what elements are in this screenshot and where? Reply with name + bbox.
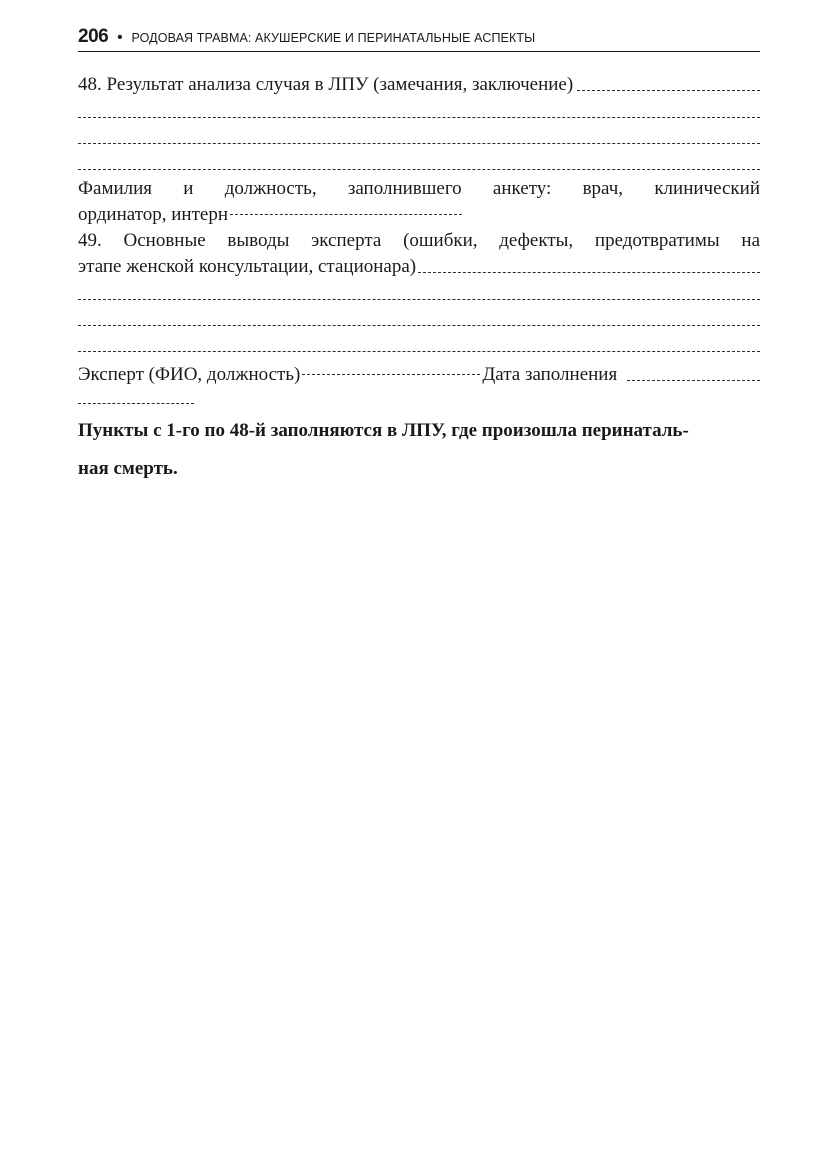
header-title: РОДОВАЯ ТРАВМА: АКУШЕРСКИЕ И ПЕРИНАТАЛЬНЫЕ АСПЕКТЫ	[131, 31, 536, 45]
filler-line-1	[78, 176, 760, 202]
date-label: Дата заполнения	[482, 364, 618, 385]
answer-blank-line[interactable]	[78, 150, 760, 176]
item-48-answer-blank[interactable]	[577, 90, 760, 91]
answer-blank-line[interactable]	[78, 306, 760, 332]
filler-answer-blank[interactable]	[230, 214, 462, 215]
item-49-line-2	[78, 254, 760, 280]
item-48-line	[78, 72, 760, 98]
page-number: 206	[78, 26, 109, 47]
filler-label-1: Фамилия и должность, заполнившего анкету: врач, клинический	[78, 178, 760, 199]
expert-line	[78, 362, 760, 388]
filler-line-2	[78, 202, 760, 228]
filler-label-2: ординатор, интерн	[78, 204, 228, 225]
item-49-label-1: 49. Основные выводы эксперта (ошибки, дефекты, предотвратимы на	[78, 230, 760, 251]
item-49-label-2: этапе женской консультации, стационара)	[78, 256, 417, 277]
header-bullet: •	[117, 29, 123, 46]
date-answer-blank[interactable]	[627, 380, 760, 381]
document-page	[78, 26, 760, 488]
item-49-answer-blank[interactable]	[418, 272, 760, 273]
note-line-2: ная смерть.	[78, 458, 178, 479]
item-49-line-1	[78, 228, 760, 254]
running-header	[78, 26, 760, 50]
note-line-1: Пункты с 1-го по 48-й заполняются в ЛПУ, где произошла перинаталь-	[78, 420, 689, 441]
item-48-label: 48. Результат анализа случая в ЛПУ (замечания, заключение)	[78, 74, 574, 95]
answer-blank-line[interactable]	[78, 124, 760, 150]
expert-answer-blank[interactable]	[302, 374, 480, 375]
expert-label: Эксперт (ФИО, должность)	[78, 364, 301, 385]
answer-blank-line[interactable]	[78, 332, 760, 358]
date-continuation-blank[interactable]	[78, 388, 760, 410]
answer-blank-line[interactable]	[78, 280, 760, 306]
answer-blank-line[interactable]	[78, 98, 760, 124]
